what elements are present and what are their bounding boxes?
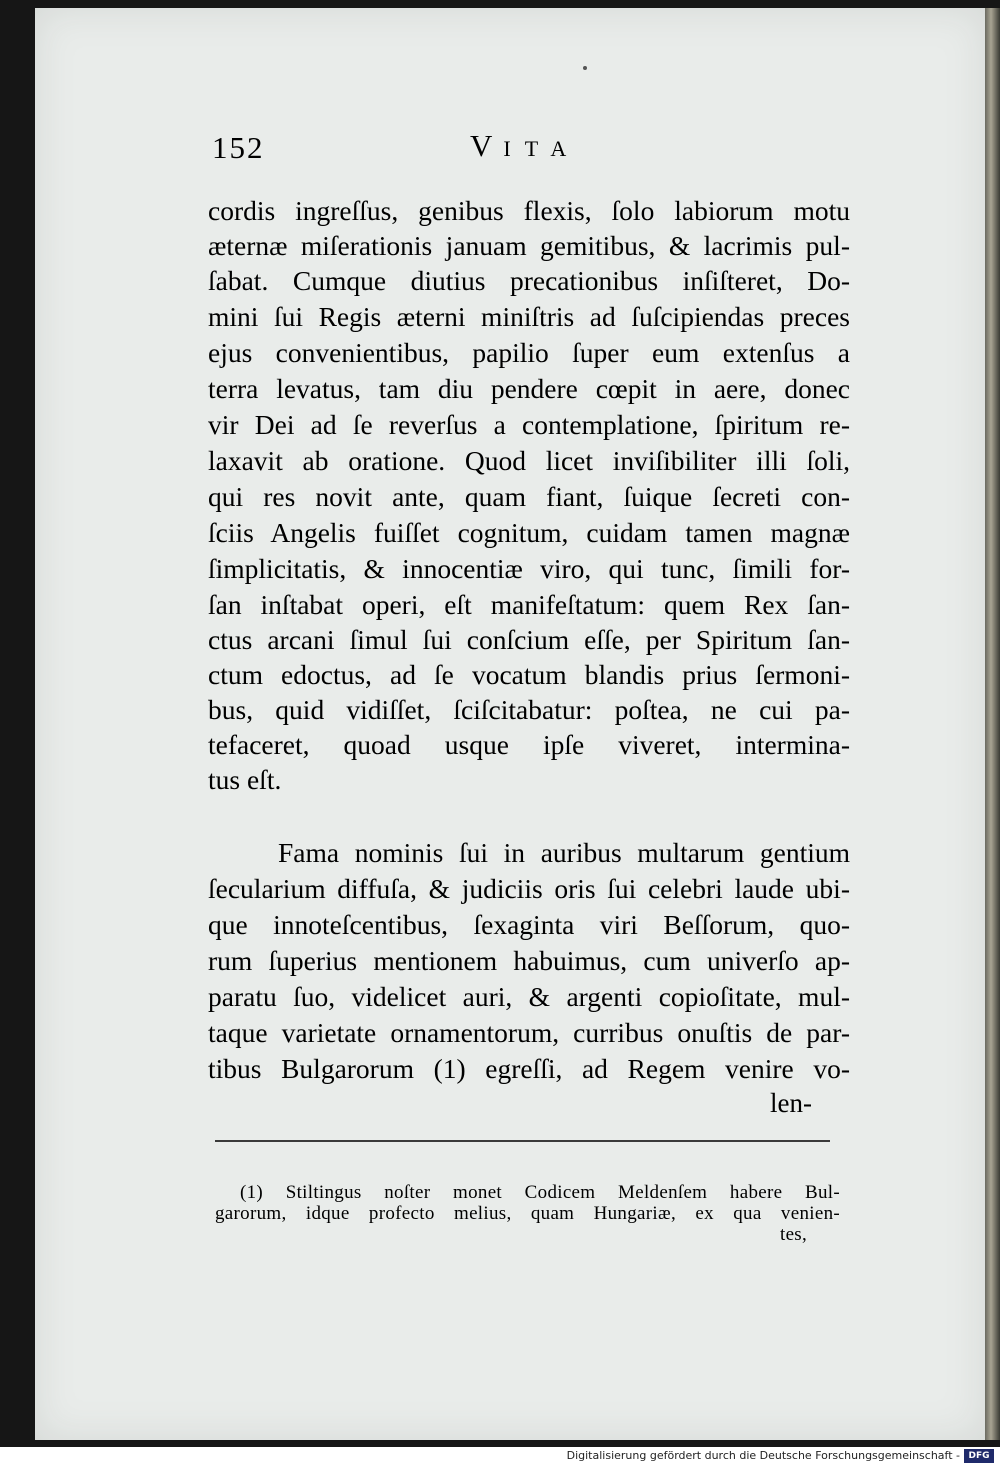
running-title xyxy=(470,128,580,164)
text-line: taque varietate ornamentorum, curribus onuſtis de par- xyxy=(208,1017,850,1048)
footnote-line: (1) Stiltingus noſter monet Codicem Meldenſem habere Bul- xyxy=(240,1182,840,1203)
text-line: terra levatus, tam diu pendere cœpit in aere, donec xyxy=(208,373,850,404)
text-line: mini ſui Regis æterni miniſtris ad ſuſcipiendas preces xyxy=(208,301,850,332)
funding-credit: Digitalisierung gefördert durch die Deutsche Forschungsgemeinschaft - xyxy=(566,1449,960,1462)
book-edge xyxy=(985,8,1000,1440)
text-line: ſecularium diffuſa, & judiciis oris ſui celebri laude ubi- xyxy=(208,873,850,904)
digitization-footer xyxy=(0,1447,1000,1466)
text-line: tefaceret, quoad usque ipſe viveret, intermina- xyxy=(208,729,850,760)
text-line: ctus arcani ſimul ſui conſcium eſſe, per Spiritum ſan- xyxy=(208,624,850,655)
page-number: 152 xyxy=(212,130,265,165)
footnote-rule xyxy=(215,1140,830,1142)
text-line: ſabat. Cumque diutius precationibus inſiſteret, Do- xyxy=(208,265,850,296)
text-line: que innoteſcentibus, ſexaginta viri Beſſorum, quo- xyxy=(208,909,850,940)
text-line: æternæ miſerationis januam gemitibus, & lacrimis pul- xyxy=(208,230,850,261)
text-line: bus, quid vidiſſet, ſciſcitabatur: poſtea, ne cui pa- xyxy=(208,694,850,725)
text-line: ſimplicitatis, & innocentiæ viro, qui tunc, ſimili for- xyxy=(208,553,850,584)
text-line: tibus Bulgarorum (1) egreſſi, ad Regem venire vo- xyxy=(208,1053,850,1084)
text-line: rum ſuperius mentionem habuimus, cum univerſo ap- xyxy=(208,945,850,976)
text-line: laxavit ab oratione. Quod licet inviſibiliter illi ſoli, xyxy=(208,445,850,476)
text-line: ſan inſtabat operi, eſt manifeſtatum: quem Rex ſan- xyxy=(208,589,850,620)
running-title-initial: V xyxy=(470,128,504,163)
dfg-logo: DFG xyxy=(964,1449,994,1463)
running-title-rest: ITA xyxy=(503,136,581,161)
text-line: Fama nominis ſui in auribus multarum gentium xyxy=(278,837,850,868)
text-line: ſciis Angelis fuiſſet cognitum, cuidam tamen magnæ xyxy=(208,517,850,548)
footnote-line: tes, xyxy=(780,1224,808,1245)
text-line: vir Dei ad ſe reverſus a contemplatione, ſpiritum re- xyxy=(208,409,850,440)
footnote-line: garorum, idque profecto melius, quam Hungariæ, ex qua venien- xyxy=(215,1203,840,1224)
catchword: len- xyxy=(770,1088,812,1118)
text-line: cordis ingreſſus, genibus flexis, ſolo labiorum motu xyxy=(208,195,850,226)
ink-speck xyxy=(583,66,587,70)
text-line: qui res novit ante, quam fiant, ſuique ſecreti con- xyxy=(208,481,850,512)
text-line: tus eſt. xyxy=(208,764,282,795)
text-line: ejus convenientibus, papilio ſuper eum extenſus a xyxy=(208,337,850,368)
text-line: paratu ſuo, videlicet auri, & argenti copioſitate, mul- xyxy=(208,981,850,1012)
text-line: ctum edoctus, ad ſe vocatum blandis prius ſermoni- xyxy=(208,659,850,690)
